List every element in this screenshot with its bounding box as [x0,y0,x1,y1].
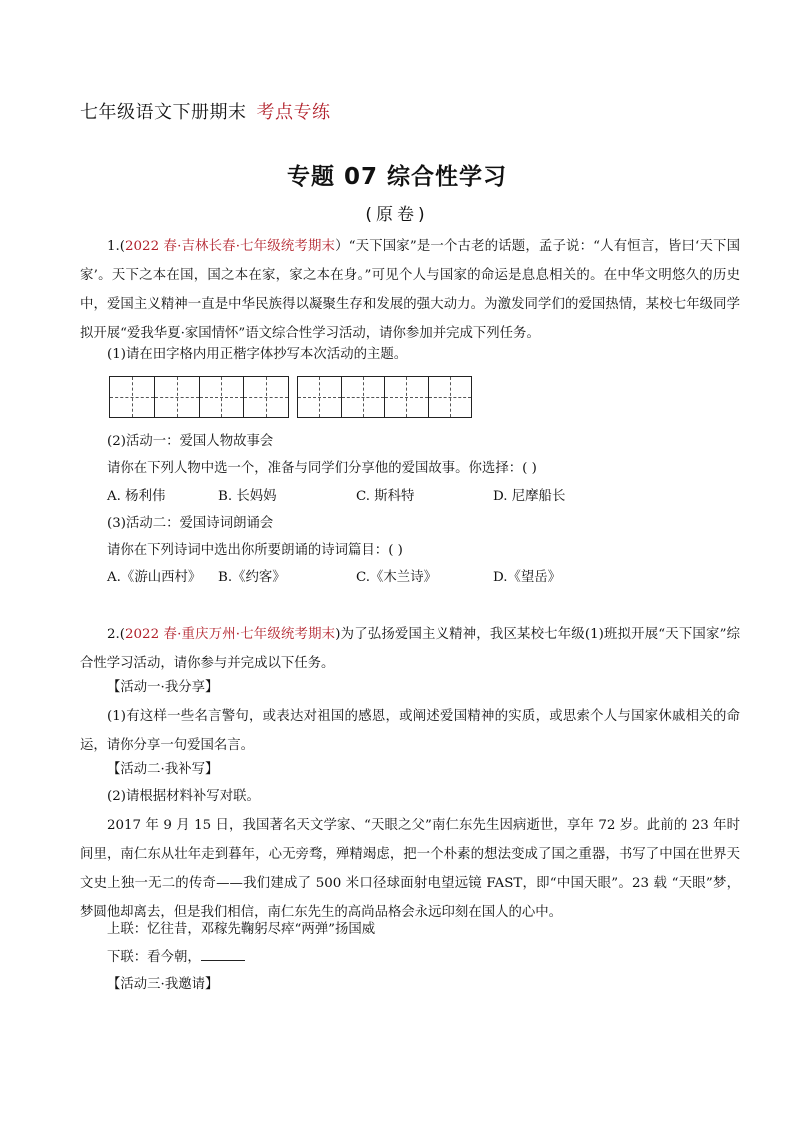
tianzige-grid-left[interactable] [109,376,289,418]
header-tag: 考点专练 [256,102,331,123]
option-a[interactable]: A. 杨利伟 [107,489,166,504]
q1-sub2-prompt: 请你在下列人物中选一个，准备与同学们分享他的爱国故事。你选择：( ) [107,461,537,476]
q1-intro [80,232,740,348]
q2-intro [80,620,740,678]
tianzige-cell[interactable] [385,377,429,417]
q1-source: 2022 春·吉林长春·七年级统考期末 [125,239,336,254]
q2-activity1-text: (1)有这样一些名言警句，或表达对祖国的感恩，或阐述爱国精神的实质，或思索个人与国家休戚相关的命运，请你分享一句爱国名言。 [80,709,740,753]
option-b[interactable]: B. 长妈妈 [218,489,277,504]
q1-sub3: (3)活动二：爱国诗词朗诵会 [107,516,274,531]
q2-activity1-heading: 【活动一·我分享】 [107,680,219,695]
couplet-lower [107,947,245,968]
page-subtitle: (原卷) [365,205,429,225]
q1-body: ）“天下国家”是一个古老的话题，孟子说：“人有恒言，皆曰‘天下国家’。天下之本在国，国之本在家，家之本在身。”可见个人与国家的命运是息息相关的。在中华文明悠久的历史中，爱国主义精神一直是中华民族得以凝聚生存和发展的强大动力。为激发同学们的爱国热情，某校七年级同学拟开展“爱我华夏·家国情怀”语文综合性学习活动，请你参加并完成下列任务。 [80,239,740,341]
q1-sub1: (1)请在田字格内用正楷字体抄写本次活动的主题。 [107,347,408,362]
option-d[interactable]: D. 尼摩船长 [493,489,566,504]
q1-number: 1.( [107,239,126,254]
page-header [80,98,331,124]
option-c[interactable]: C. 斯科特 [356,489,415,504]
q2-activity3-heading: 【活动三·我邀请】 [107,977,219,992]
q2-source: 2022 春·重庆万州·七年级统考期末 [125,627,336,642]
q2-activity2-text: (2)请根据材料补写对联。 [107,789,260,804]
couplet-lower-label: 下联：看今朝， [107,950,201,965]
q2-body: )为了弘扬爱国主义精神，我区某校七年级(1)班拟开展“天下国家”综合性学习活动，请你参与并完成以下任务。 [80,627,740,671]
q1-sub3-options [107,568,707,588]
q1-sub2-options [107,487,707,507]
q2-number: 2.( [107,627,126,642]
q1-sub3-prompt: 请你在下列诗词中选出你所要朗诵的诗词篇目：( ) [107,543,403,558]
option-d[interactable]: D.《望岳》 [493,570,562,585]
tianzige-cell[interactable] [429,377,472,417]
tianzige-cell[interactable] [298,377,342,417]
option-a[interactable]: A.《游山西村》 [107,570,202,585]
tianzige-cell[interactable] [200,377,245,417]
tianzige-cell[interactable] [244,377,288,417]
couplet-upper: 上联：忆往昔，邓稼先鞠躬尽瘁“两弹”扬国威 [107,922,376,937]
option-b[interactable]: B.《约客》 [218,570,286,585]
q2-activity2-heading: 【活动二·我补写】 [107,762,219,777]
q2-material: 2017 年 9 月 15 日，我国著名天文学家、“天眼之父”南仁东先生因病逝世，享年 72 岁。此前的 23 年时间里，南仁东从壮年走到暮年，心无旁骛，殚精竭虑，把一个朴素的想法变成了国之重器，书写了中国在世界天文史上独一无二的传奇——我们建成了 500 米口径球面射电望远镜 FAST，即“中国天眼”。23 载 “天眼”梦，梦圆他却离去，但是我们相信，南仁东先生的高尚品格会永远印刻在国人的心中。 [80,818,740,920]
page-title: 专题 07 综合性学习 [286,164,508,190]
q1-sub2: (2)活动一：爱国人物故事会 [107,434,274,449]
tianzige-cell[interactable] [342,377,386,417]
header-course: 七年级语文下册期末 [80,102,247,123]
tianzige-cell[interactable] [110,377,155,417]
tianzige-cell[interactable] [155,377,200,417]
option-c[interactable]: C.《木兰诗》 [356,570,437,585]
tianzige-grid-right[interactable] [297,376,472,418]
couplet-answer-blank[interactable] [201,947,245,961]
